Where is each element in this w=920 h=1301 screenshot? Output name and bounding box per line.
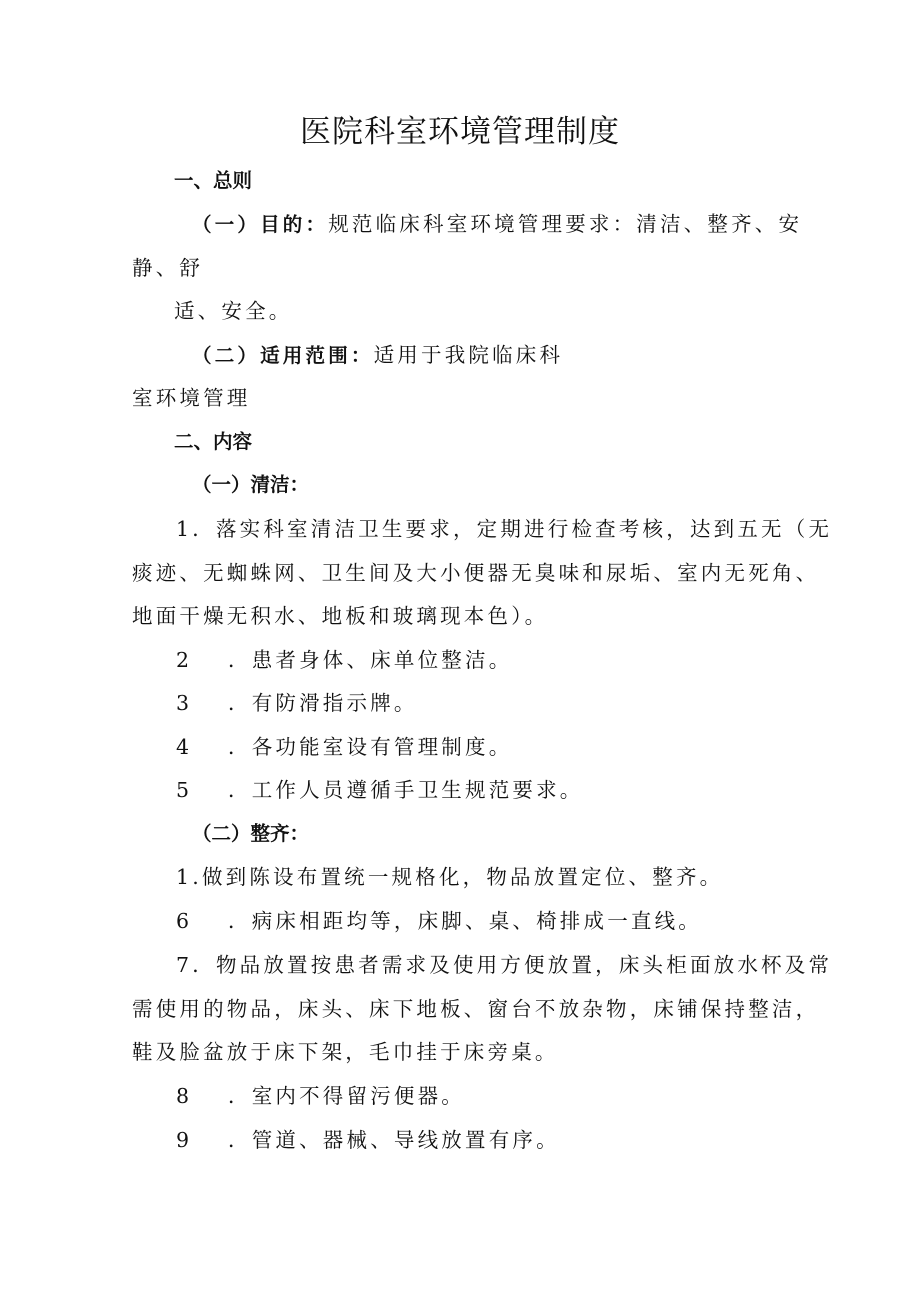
tidiness-item-8 [176,1083,465,1109]
section-heading-content: 二、内容 [174,430,253,453]
item-text: ．有防滑指示牌。 [228,691,418,715]
section-heading-general: 一、总则 [174,169,253,192]
cleaning-item-2 [176,647,512,673]
subheading-cleaning: （一）清洁： [192,473,310,496]
item-number: 3 [176,691,193,715]
item-number: 5 [176,778,193,802]
cleaning-item-1-line-2: 痰迹、无蜘蛛网、卫生间及大小便器无臭味和尿垢、室内无死角、 [132,561,820,585]
tidiness-item-7-line-3: 鞋及脸盆放于床下架，毛巾挂于床旁桌。 [132,1040,559,1064]
scope-text-b: 室环境管理 [132,386,251,410]
purpose-text-b: 静、舒 [132,256,204,280]
item-text: ．各功能室设有管理制度。 [228,735,513,759]
scope-paragraph-line-1 [192,342,563,369]
item-text: ．病床相距均等，床脚、桌、椅排成一直线。 [228,909,702,933]
purpose-text-c: 适、安全。 [174,299,293,323]
cleaning-item-4 [176,734,512,760]
item-text: ．工作人员遵循手卫生规范要求。 [228,778,584,802]
item-text: ．患者身体、床单位整洁。 [228,648,513,672]
subheading-tidiness: （二）整齐： [192,822,310,845]
item-number: 2 [176,648,193,672]
item-number: 9 [176,1128,193,1152]
purpose-label: （一）目的： [192,213,329,236]
purpose-text-a: 规范临床科室环境管理要求：清洁、整齐、安 [328,212,803,236]
document-title: 医院科室环境管理制度 [300,114,620,150]
tidiness-item-6 [176,908,702,934]
tidiness-item-7-line-1: 7．物品放置按患者需求及使用方便放置，床头柜面放水杯及常 [176,953,833,977]
item-text: ．室内不得留污便器。 [228,1084,465,1108]
cleaning-item-1-line-3: 地面干燥无积水、地板和玻璃现本色）。 [132,604,549,628]
scope-label: （二）适用范围： [192,344,374,367]
tidiness-item-9 [176,1127,560,1153]
tidiness-item-7-line-2: 需使用的物品，床头、床下地板、窗台不放杂物，床铺保持整洁， [132,997,820,1021]
item-number: 6 [176,909,193,933]
cleaning-item-3 [176,690,418,716]
cleaning-item-5 [176,777,584,803]
purpose-paragraph-line-1 [192,211,802,238]
item-number: 8 [176,1084,193,1108]
item-text: ．管道、器械、导线放置有序。 [228,1128,560,1152]
item-number: 4 [176,735,193,759]
tidiness-item-1: 1.做到陈设布置统一规格化，物品放置定位、整齐。 [176,865,724,889]
scope-text-a: 适用于我院临床科 [373,343,564,367]
cleaning-item-1-line-1: 1．落实科室清洁卫生要求，定期进行检查考核，达到五无（无 [176,517,833,541]
